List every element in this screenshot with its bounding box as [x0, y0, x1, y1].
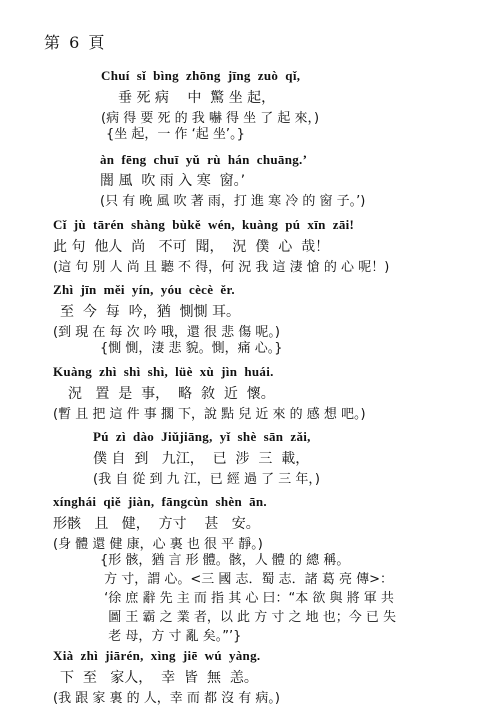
pinyin-line: àn fēng chuī yǔ rù hán chuāng.’ — [100, 152, 308, 167]
translation-line: (身 體 還 健 康，心 裏 也 很 平 靜。) — [53, 537, 263, 552]
hanzi-line: 此 句 他人 尚 不可 聞， 況 僕 心 哉！ — [53, 239, 330, 255]
note-block: {形 骸，猶 言 形 體。骸，人 體 的 總 稱。 方 寸，謂 心。<三 國 志．蜀 志．諸 葛 亮 傳>： ‘徐 庶 辭 先 主 而 指 其 心 曰：“本 欲 與 將 軍 共 圖 王 霸 之 業 者，以 此 方 寸 之 地 也；今 已 失 老 母，方 寸 亂 矣。”’} — [100, 553, 396, 644]
hanzi-line: 僕 自 到 九江， 已 涉 三 載， — [93, 451, 310, 467]
translation-line: (這 句 別 人 尚 且 聽 不 得，何 況 我 這 淒 愴 的 心 呢！) — [53, 260, 390, 275]
pinyin-line: xínghái qiě jiàn, fāngcùn shèn ān. — [53, 494, 267, 509]
hanzi-line: 闇 風 吹 雨 入 寒 窗。’ — [100, 173, 246, 189]
translation-line: (病 得 要 死 的 我 嚇 得 坐 了 起 來，) — [101, 111, 320, 126]
pinyin-line: Xià zhì jiārén, xìng jiē wú yàng. — [53, 648, 261, 663]
pinyin-line: Kuàng zhì shì shì, lüè xù jìn huái. — [53, 364, 274, 379]
note-line: {坐 起，一 作 ‘起 坐’。} — [106, 127, 245, 142]
note-line: {惻 惻，淒 悲 貌。惻，痛 心。} — [100, 341, 283, 356]
translation-line: (我 跟 家 裏 的 人，幸 而 都 沒 有 病。) — [53, 691, 280, 706]
page-number: 第 6 頁 — [44, 33, 107, 52]
hanzi-line: 形骸 且 健， 方寸 甚 安。 — [53, 516, 260, 532]
pinyin-line: Zhì jīn měi yín, yóu cècè ěr. — [53, 282, 235, 297]
hanzi-line: 至 今 每 吟，猶 惻惻 耳。 — [60, 304, 241, 320]
hanzi-line: 況 置 是 事， 略 敘 近 懷。 — [68, 386, 275, 402]
hanzi-line: 垂 死 病 中 驚 坐 起， — [118, 90, 276, 106]
translation-line: (我 自 從 到 九 江，已 經 過 了 三 年，) — [93, 472, 320, 487]
translation-line: (只 有 晚 風 吹 著 雨，打 進 寒 冷 的 窗 子。’) — [100, 194, 366, 209]
translation-line: (暫 且 把 這 件 事 擱 下，說 點 兒 近 來 的 感 想 吧。) — [53, 407, 366, 422]
pinyin-line: Cǐ jù tārén shàng bùkě wén, kuàng pú xīn zāi! — [53, 217, 355, 232]
pinyin-line: Pú zì dào Jiǔjiāng, yǐ shè sān zǎi, — [93, 429, 311, 444]
hanzi-line: 下 至 家人， 幸 皆 無 恙。 — [60, 670, 258, 686]
pinyin-line: Chuí sǐ bìng zhōng jīng zuò qǐ, — [101, 68, 301, 83]
translation-line: (到 現 在 每 次 吟 哦，還 很 悲 傷 呢。) — [53, 325, 280, 340]
